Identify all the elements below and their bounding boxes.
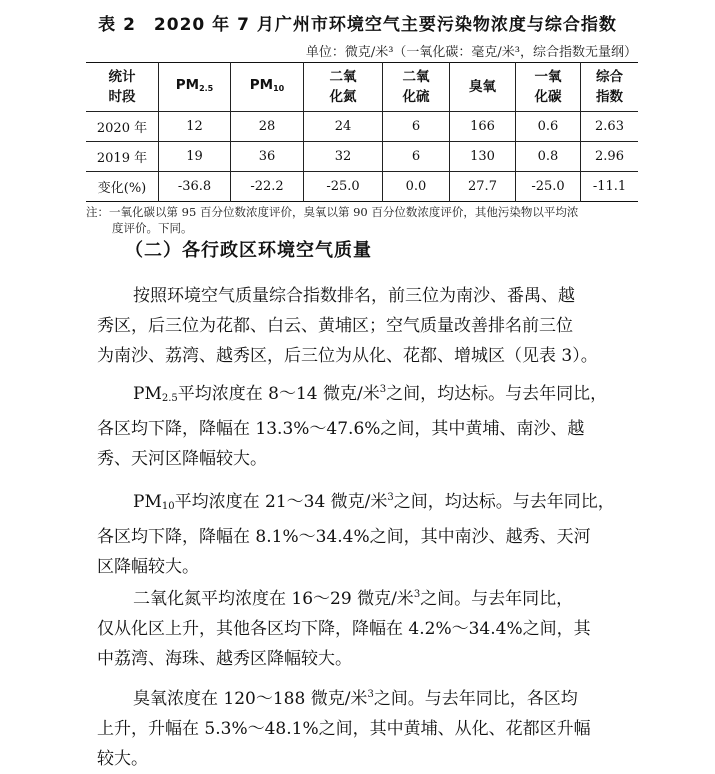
cell-so2: 0.0 <box>383 172 450 202</box>
table-header-row <box>86 63 638 112</box>
header-o3: 臭氧 <box>450 63 516 112</box>
table-row <box>86 142 638 172</box>
cell-pm25: 12 <box>159 112 231 142</box>
cell-pm10: -22.2 <box>231 172 304 202</box>
cell-pm25: 19 <box>159 142 231 172</box>
paragraph-pm25: PM2.5平均浓度在 8～14 微克/米$^3$之间，均达标。与去年同比， 各区均下降，降幅在 13.3%～47.6%之间，其中黄埔、南沙、越 秀、天河区降幅较大。 <box>97 384 608 469</box>
cell-aqi: 2.96 <box>581 142 639 172</box>
row-label: 2019 年 <box>86 142 159 172</box>
cell-no2: 24 <box>304 112 383 142</box>
cell-no2: 32 <box>304 142 383 172</box>
cell-o3: 166 <box>450 112 516 142</box>
paragraph-pm10: PM10平均浓度在 21～34 微克/米$^3$之间，均达标。与去年同比， 各区均下降，降幅在 8.1%～34.4%之间，其中南沙、越秀、天河 区降幅较大。 <box>97 492 615 577</box>
cell-aqi: -11.1 <box>581 172 639 202</box>
unit-note: 单位：微克/米³（一氧化碳：毫克/米³，综合指数无量纲） <box>305 45 637 60</box>
section-heading: （二）各行政区环境空气质量 <box>125 240 372 261</box>
header-aqi: 综合 指数 <box>581 63 639 112</box>
cell-pm10: 28 <box>231 112 304 142</box>
cell-aqi: 2.63 <box>581 112 639 142</box>
row-label: 2020 年 <box>86 112 159 142</box>
cell-co: 0.8 <box>516 142 581 172</box>
cell-no2: -25.0 <box>304 172 383 202</box>
cell-pm25: -36.8 <box>159 172 231 202</box>
cell-co: -25.0 <box>516 172 581 202</box>
header-pm10: $PM_{10}$ <box>231 63 304 112</box>
table-row <box>86 172 638 202</box>
paragraph-ranking: 按照环境空气质量综合指数排名，前三位为南沙、番禺、越 秀区，后三位为花都、白云、黄埔区；空气质量改善排名前三位 为南沙、荔湾、越秀区，后三位为从化、花都、增城区（见表 3）。 <box>97 286 598 366</box>
header-no2: 二氧 化氮 <box>304 63 383 112</box>
row-label: 变化(%) <box>86 172 159 202</box>
cell-so2: 6 <box>383 112 450 142</box>
cell-pm10: 36 <box>231 142 304 172</box>
header-pm25: $PM_{2.5}$ <box>159 63 231 112</box>
cell-o3: 130 <box>450 142 516 172</box>
header-co: 一氧 化碳 <box>516 63 581 112</box>
table-footnote: 注：一氧化碳以第 95 百分位数浓度评价，臭氧以第 90 百分位数浓度评价，其他污染物以平均浓 度评价。下同。 <box>86 205 579 235</box>
header-so2: 二氧 化硫 <box>383 63 450 112</box>
cell-co: 0.6 <box>516 112 581 142</box>
paragraph-o3: 臭氧浓度在 120～188 微克/米$^3$之间。与去年同比，各区均 上升，升幅在 5.3%～48.1%之间，其中黄埔、从化、花都区升幅 较大。 <box>97 689 591 769</box>
paragraph-no2: 二氧化氮平均浓度在 16～29 微克/米$^3$之间。与去年同比， 仅从化区上升，其他各区均下降，降幅在 4.2%～34.4%之间，其 中荔湾、海珠、越秀区降幅较大。 <box>97 589 591 669</box>
header-period: 统计 时段 <box>86 63 159 112</box>
cell-so2: 6 <box>383 142 450 172</box>
table-row <box>86 112 638 142</box>
pollutant-table <box>86 62 638 202</box>
cell-o3: 27.7 <box>450 172 516 202</box>
table-title: 表 2 2020 年 7 月广州市环境空气主要污染物浓度与综合指数 <box>98 15 617 35</box>
